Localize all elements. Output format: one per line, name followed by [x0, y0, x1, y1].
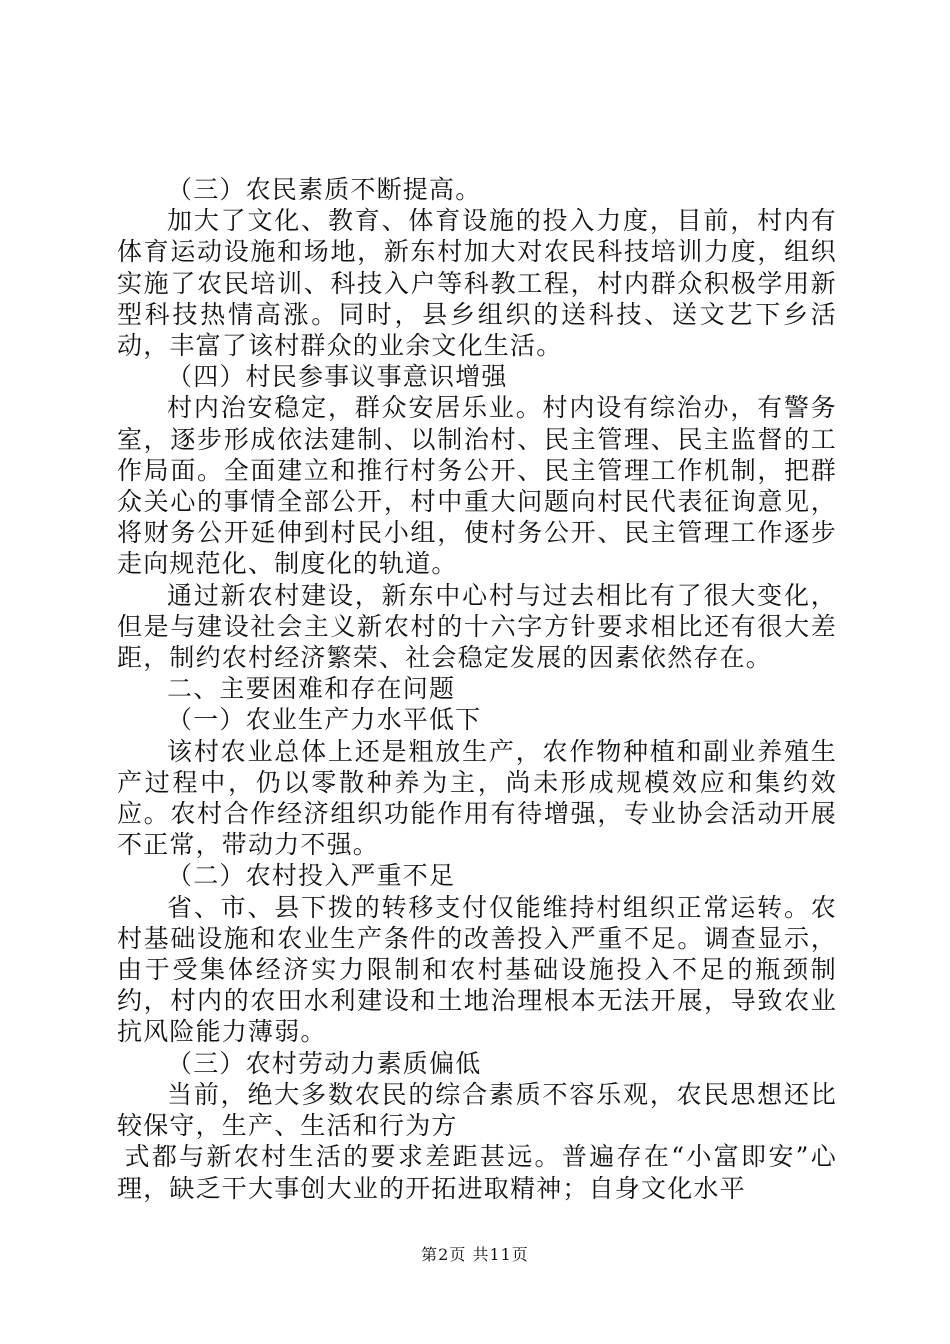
body-text	[117, 174, 837, 1204]
section-heading: （二）农村投入严重不足	[167, 861, 456, 891]
paragraph: 式都与新农村生活的要求差距甚远。普遍存在“小富即安”心理，缺乏干大事创大业的开拓进取精神；自身文化水平	[117, 1142, 837, 1203]
section-heading: 二、主要困难和存在问题	[167, 674, 456, 704]
section-heading: （一）农业生产力水平低下	[167, 705, 482, 735]
paragraph: 该村农业总体上还是粗放生产，农作物种植和副业养殖生产过程中，仍以零散种养为主，尚未形成规模效应和集约效应。农村合作经济组织功能作用有待增强，专业协会活动开展不正常，带动力不强。	[117, 736, 837, 860]
paragraph: 加大了文化、教育、体育设施的投入力度，目前，村内有体育运动设施和场地，新东村加大对农民科技培训力度，组织实施了农民培训、科技入户等科教工程，村内群众积极学用新型科技热情高涨。同时，县乡组织的送科技、送文艺下乡活动，丰富了该村群众的业余文化生活。	[117, 206, 837, 361]
section-heading: （三）农民素质不断提高。	[167, 175, 482, 204]
page-number: 第2页 共11页	[421, 1245, 529, 1264]
paragraph: 省、市、县下拨的转移支付仅能维持村组织正常运转。农村基础设施和农业生产条件的改善投入严重不足。调查显示，由于受集体经济实力限制和农村基础设施投入不足的瓶颈制约，村内的农田水利建设和土地治理根本无法开展，导致农业抗风险能力薄弱。	[117, 892, 837, 1047]
section-heading: （四）村民参事议事意识增强	[167, 362, 508, 392]
paragraph: 村内治安稳定，群众安居乐业。村内设有综治办，有警务室，逐步形成依法建制、以制治村、民主管理、民主监督的工作局面。全面建立和推行村务公开、民主管理工作机制，把群众关心的事情全部公开，村中重大问题向村民代表征询意见，将财务公开延伸到村民小组，使村务公开、民主管理工作逐步走向规范化、制度化的轨道。	[117, 393, 837, 579]
section-heading: （三）农村劳动力素质偏低	[167, 1048, 482, 1078]
paragraph: 通过新农村建设，新东中心村与过去相比有了很大变化，但是与建设社会主义新农村的十六字方针要求相比还有很大差距，制约农村经济繁荣、社会稳定发展的因素依然存在。	[117, 580, 837, 673]
page-footer	[0, 1244, 950, 1266]
paragraph: 当前，绝大多数农民的综合素质不容乐观，农民思想还比较保守，生产、生活和行为方	[117, 1079, 837, 1141]
